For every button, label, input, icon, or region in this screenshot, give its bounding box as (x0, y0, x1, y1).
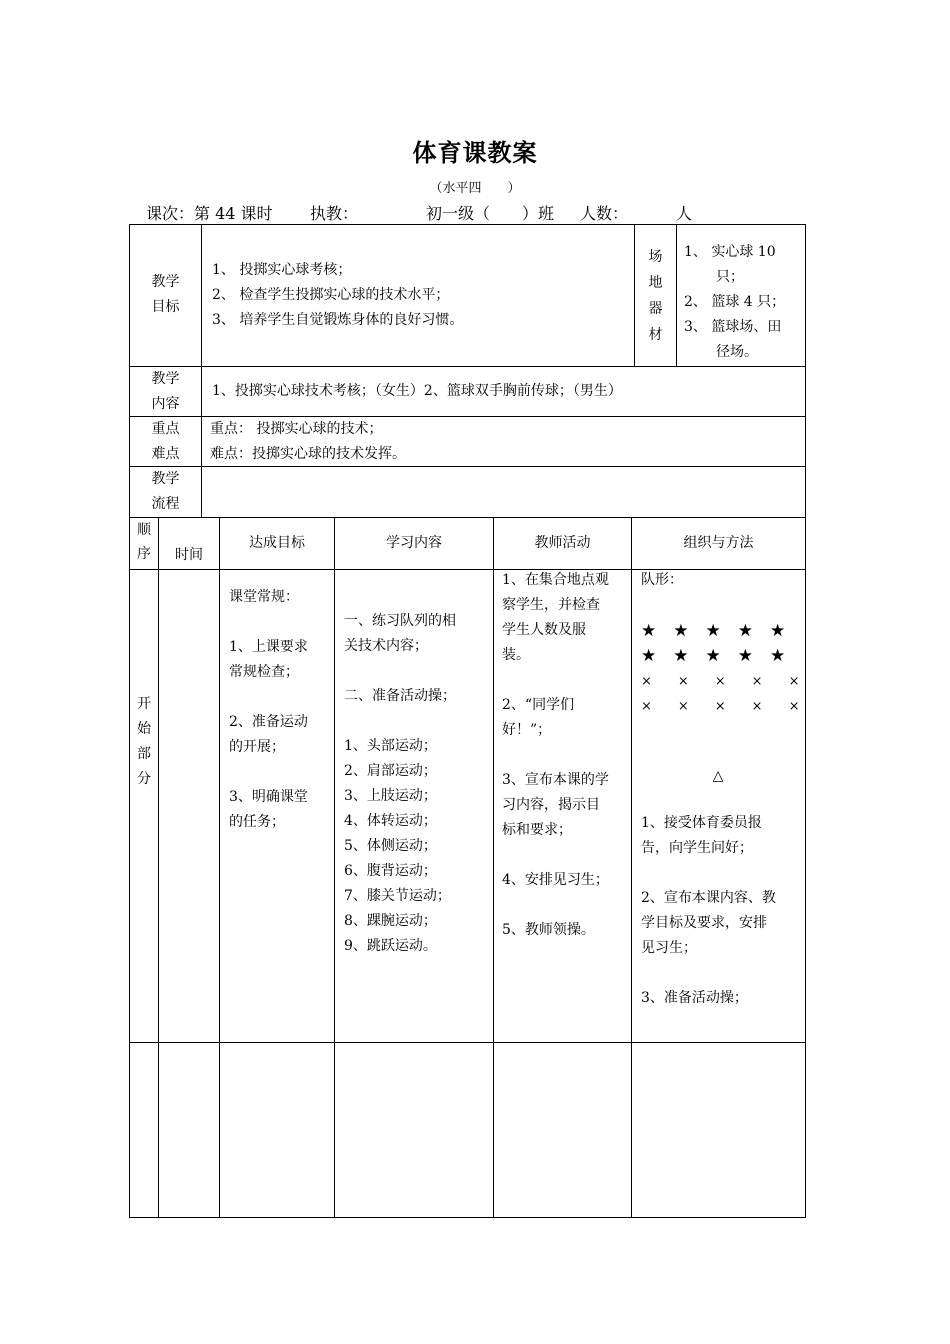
lesson-number: 课次：第 44 课时 (146, 204, 273, 223)
teacher-position-mark: △ (712, 768, 724, 784)
student-count-label: 人数： (580, 204, 629, 223)
formation-star-row: ★ ★ ★ ★ ★ (641, 621, 786, 641)
teacher-label: 执教： (310, 204, 359, 223)
section-opening-label: 开 始 部 分 (137, 696, 151, 787)
goals-label: 教学 目标 (151, 274, 180, 315)
student-count-unit: 人 (676, 204, 693, 223)
content-text: 1、投掷实心球技术考核；（女生）2、篮球双手胸前传球；（男生） (212, 383, 622, 399)
difficult-point: 难点：投掷实心球的技术发挥。 (210, 446, 406, 462)
venue-item: 只； (716, 269, 744, 285)
venue-item: 3、 篮球场、田 (684, 319, 782, 335)
section-opening-learning: 一、练习队列的相 关技术内容； 二、准备活动操； 1、头部运动； 2、肩部运动； 3、上肢运动； 4、体转运动； 5、体侧运动； 6、腹背运动； 7、膝关节运动； 8、踝腕运动； 9、跳跃运动。 (344, 613, 456, 954)
header-learning: 学习内容 (386, 535, 442, 551)
content-label: 教学 内容 (151, 371, 180, 412)
venue-list (684, 240, 785, 365)
header-time: 时间 (175, 547, 203, 563)
section-opening-teacher: 1、在集合地点观 察学生，并检查 学生人数及服 装。 2、“同学们 好！”； 3、宣布本课的学 习内容，揭示目 标和要求； 4、安排见习生； 5、教师领操。 (502, 572, 609, 938)
section-opening-organization: 队形： ★ ★ ★ ★ ★ ★ ★ ★ ★ ★ × × × × × × × × × × △ 1、接受体育委员报 告，向学生问好； 2、宣布本课内容、教 学目标及要求，安排 见习生； 3、准备活动操； (641, 568, 801, 1011)
section-opening-goals: 课堂常规： 1、上课要求 常规检查； 2、准备运动 的开展； 3、明确课堂 的任务； (229, 589, 308, 830)
header-order: 顺 序 (137, 522, 151, 562)
class-label: 初一级（ ）班 (426, 204, 555, 223)
header-organization: 组织与方法 (683, 535, 754, 551)
page-title: 体育课教案 (412, 138, 538, 167)
venue-item: 1、 实心球 10 (684, 244, 776, 260)
keypoints-text (210, 417, 406, 467)
formation-star-row: ★ ★ ★ ★ ★ (641, 646, 786, 666)
formation-cross-row: × × × × × (641, 674, 800, 689)
header-teacher: 教师活动 (534, 535, 591, 551)
venue-label: 场 地 器 材 (648, 249, 663, 343)
goal-item: 1、 投掷实心球考核； (212, 262, 352, 278)
page-subtitle: （水平四 ） (429, 181, 521, 196)
header-goal: 达成目标 (249, 535, 305, 551)
venue-item: 2、 篮球 4 只； (684, 294, 786, 310)
goals-list (212, 258, 463, 333)
formation-heading: 队形： (641, 572, 683, 588)
formation-cross-row: × × × × × (641, 699, 800, 714)
goal-item: 2、 检查学生投掷实心球的技术水平； (212, 287, 450, 303)
keypoints-label: 重点 难点 (151, 421, 180, 462)
venue-item: 径场。 (716, 344, 758, 360)
key-point: 重点： 投掷实心球的技术； (210, 421, 383, 437)
goal-item: 3、 培养学生自觉锻炼身体的良好习惯。 (212, 312, 464, 328)
flow-label: 教学 流程 (151, 471, 180, 512)
